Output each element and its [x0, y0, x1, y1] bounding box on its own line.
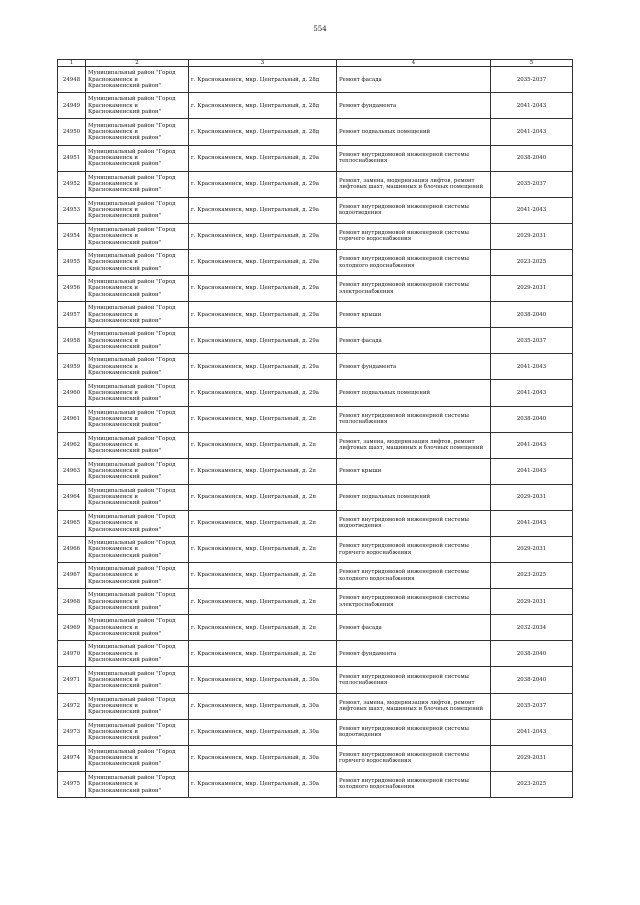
row-number-cell: 24969 — [58, 615, 86, 641]
table-row — [58, 145, 573, 171]
municipality-cell: Муниципальный район "Город Краснокаменск и Краснокаменский район" — [86, 406, 189, 432]
period-cell: 2035-2037 — [491, 328, 573, 354]
row-number-cell: 24971 — [58, 667, 86, 693]
row-number-cell: 24967 — [58, 563, 86, 589]
table-row — [58, 249, 573, 275]
period-cell: 2029-2031 — [491, 745, 573, 771]
row-number-cell: 24966 — [58, 536, 86, 562]
column-number-cell: 5 — [491, 60, 573, 67]
address-cell: г. Краснокаменск, мкр. Центральный, д. 29а — [189, 197, 337, 223]
address-cell: г. Краснокаменск, мкр. Центральный, д. 2п — [189, 615, 337, 641]
work-type-cell: Ремонт внутридомовой инженерной системы холодного водоснабжения — [337, 249, 491, 275]
period-cell: 2041-2043 — [491, 354, 573, 380]
address-cell: г. Краснокаменск, мкр. Центральный, д. 28д — [189, 119, 337, 145]
column-number-cell: 4 — [337, 60, 491, 67]
work-type-cell: Ремонт фундамента — [337, 354, 491, 380]
row-number-cell: 24972 — [58, 693, 86, 719]
row-number-cell: 24973 — [58, 719, 86, 745]
municipality-cell: Муниципальный район "Город Краснокаменск и Краснокаменский район" — [86, 458, 189, 484]
address-cell: г. Краснокаменск, мкр. Центральный, д. 30а — [189, 719, 337, 745]
table-row — [58, 93, 573, 119]
table-row — [58, 563, 573, 589]
work-type-cell: Ремонт подвальных помещений — [337, 484, 491, 510]
work-type-cell: Ремонт, замена, модернизация лифтов, ремонт лифтовых шахт, машинных и блочных помещений — [337, 171, 491, 197]
period-cell: 2035-2037 — [491, 171, 573, 197]
row-number-cell: 24959 — [58, 354, 86, 380]
row-number-cell: 24960 — [58, 380, 86, 406]
work-type-cell: Ремонт, замена, модернизация лифтов, ремонт лифтовых шахт, машинных и блочных помещений — [337, 432, 491, 458]
work-type-cell: Ремонт внутридомовой инженерной системы электроснабжения — [337, 276, 491, 302]
address-cell: г. Краснокаменск, мкр. Центральный, д. 29а — [189, 354, 337, 380]
table-row — [58, 458, 573, 484]
row-number-cell: 24952 — [58, 171, 86, 197]
municipality-cell: Муниципальный район "Город Краснокаменск и Краснокаменский район" — [86, 771, 189, 797]
period-cell: 2038-2040 — [491, 667, 573, 693]
municipality-cell: Муниципальный район "Город Краснокаменск и Краснокаменский район" — [86, 484, 189, 510]
row-number-cell: 24968 — [58, 589, 86, 615]
period-cell: 2041-2043 — [491, 119, 573, 145]
row-number-cell: 24961 — [58, 406, 86, 432]
table-row — [58, 536, 573, 562]
work-type-cell: Ремонт внутридомовой инженерной системы водоотведения — [337, 510, 491, 536]
municipality-cell: Муниципальный район "Город Краснокаменск и Краснокаменский район" — [86, 510, 189, 536]
municipality-cell: Муниципальный район "Город Краснокаменск и Краснокаменский район" — [86, 249, 189, 275]
table-row — [58, 119, 573, 145]
work-type-cell: Ремонт внутридомовой инженерной системы водоотведения — [337, 197, 491, 223]
table-row — [58, 197, 573, 223]
row-number-cell: 24962 — [58, 432, 86, 458]
address-cell: г. Краснокаменск, мкр. Центральный, д. 30а — [189, 745, 337, 771]
address-cell: г. Краснокаменск, мкр. Центральный, д. 2п — [189, 510, 337, 536]
address-cell: г. Краснокаменск, мкр. Центральный, д. 2п — [189, 536, 337, 562]
table-row — [58, 432, 573, 458]
table-row — [58, 171, 573, 197]
period-cell: 2023-2025 — [491, 563, 573, 589]
table-row — [58, 510, 573, 536]
work-type-cell: Ремонт внутридомовой инженерной системы теплоснабжения — [337, 145, 491, 171]
municipality-cell: Муниципальный район "Город Краснокаменск и Краснокаменский район" — [86, 328, 189, 354]
work-type-cell: Ремонт подвальных помещений — [337, 119, 491, 145]
period-cell: 2038-2040 — [491, 406, 573, 432]
period-cell: 2032-2034 — [491, 615, 573, 641]
period-cell: 2038-2040 — [491, 641, 573, 667]
row-number-cell: 24954 — [58, 223, 86, 249]
work-type-cell: Ремонт фундамента — [337, 641, 491, 667]
address-cell: г. Краснокаменск, мкр. Центральный, д. 30а — [189, 693, 337, 719]
work-type-cell: Ремонт подвальных помещений — [337, 380, 491, 406]
work-type-cell: Ремонт фасада — [337, 328, 491, 354]
address-cell: г. Краснокаменск, мкр. Центральный, д. 2п — [189, 641, 337, 667]
work-type-cell: Ремонт внутридомовой инженерной системы теплоснабжения — [337, 406, 491, 432]
municipality-cell: Муниципальный район "Город Краснокаменск и Краснокаменский район" — [86, 667, 189, 693]
work-type-cell: Ремонт внутридомовой инженерной системы горячего водоснабжения — [337, 745, 491, 771]
table-row — [58, 589, 573, 615]
municipality-cell: Муниципальный район "Город Краснокаменск и Краснокаменский район" — [86, 223, 189, 249]
table-row — [58, 276, 573, 302]
period-cell: 2041-2043 — [491, 458, 573, 484]
period-cell: 2041-2043 — [491, 432, 573, 458]
row-number-cell: 24958 — [58, 328, 86, 354]
page-number: 554 — [313, 25, 327, 33]
address-cell: г. Краснокаменск, мкр. Центральный, д. 30а — [189, 667, 337, 693]
municipality-cell: Муниципальный район "Город Краснокаменск и Краснокаменский район" — [86, 302, 189, 328]
registry-table — [57, 59, 573, 798]
address-cell: г. Краснокаменск, мкр. Центральный, д. 2п — [189, 563, 337, 589]
work-type-cell: Ремонт, замена, модернизация лифтов, ремонт лифтовых шахт, машинных и блочных помещений — [337, 693, 491, 719]
table-row — [58, 302, 573, 328]
municipality-cell: Муниципальный район "Город Краснокаменск и Краснокаменский район" — [86, 93, 189, 119]
period-cell: 2041-2043 — [491, 380, 573, 406]
municipality-cell: Муниципальный район "Город Краснокаменск и Краснокаменский район" — [86, 197, 189, 223]
municipality-cell: Муниципальный район "Город Краснокаменск и Краснокаменский район" — [86, 719, 189, 745]
period-cell: 2041-2043 — [491, 197, 573, 223]
table-row — [58, 223, 573, 249]
municipality-cell: Муниципальный район "Город Краснокаменск и Краснокаменский район" — [86, 615, 189, 641]
table-row — [58, 615, 573, 641]
municipality-cell: Муниципальный район "Город Краснокаменск и Краснокаменский район" — [86, 536, 189, 562]
column-number-cell: 2 — [86, 60, 189, 67]
address-cell: г. Краснокаменск, мкр. Центральный, д. 29а — [189, 223, 337, 249]
municipality-cell: Муниципальный район "Город Краснокаменск и Краснокаменский район" — [86, 171, 189, 197]
period-cell: 2023-2025 — [491, 249, 573, 275]
period-cell: 2038-2040 — [491, 145, 573, 171]
address-cell: г. Краснокаменск, мкр. Центральный, д. 2п — [189, 432, 337, 458]
period-cell: 2041-2043 — [491, 510, 573, 536]
column-number-row — [58, 60, 573, 67]
municipality-cell: Муниципальный район "Город Краснокаменск и Краснокаменский район" — [86, 354, 189, 380]
table-row — [58, 745, 573, 771]
row-number-cell: 24964 — [58, 484, 86, 510]
table-row — [58, 380, 573, 406]
period-cell: 2023-2025 — [491, 771, 573, 797]
row-number-cell: 24963 — [58, 458, 86, 484]
address-cell: г. Краснокаменск, мкр. Центральный, д. 29а — [189, 145, 337, 171]
row-number-cell: 24974 — [58, 745, 86, 771]
table-row — [58, 693, 573, 719]
row-number-cell: 24953 — [58, 197, 86, 223]
period-cell: 2035-2037 — [491, 693, 573, 719]
work-type-cell: Ремонт внутридомовой инженерной системы горячего водоснабжения — [337, 536, 491, 562]
table-row — [58, 484, 573, 510]
municipality-cell: Муниципальный район "Город Краснокаменск и Краснокаменский район" — [86, 276, 189, 302]
address-cell: г. Краснокаменск, мкр. Центральный, д. 28д — [189, 67, 337, 93]
table-row — [58, 67, 573, 93]
period-cell: 2038-2040 — [491, 302, 573, 328]
work-type-cell: Ремонт фасада — [337, 615, 491, 641]
table-row — [58, 771, 573, 797]
work-type-cell: Ремонт внутридомовой инженерной системы теплоснабжения — [337, 667, 491, 693]
municipality-cell: Муниципальный район "Город Краснокаменск и Краснокаменский район" — [86, 589, 189, 615]
row-number-cell: 24948 — [58, 67, 86, 93]
period-cell: 2041-2043 — [491, 93, 573, 119]
address-cell: г. Краснокаменск, мкр. Центральный, д. 29а — [189, 171, 337, 197]
period-cell: 2029-2031 — [491, 484, 573, 510]
municipality-cell: Муниципальный район "Город Краснокаменск и Краснокаменский район" — [86, 145, 189, 171]
column-number-cell: 1 — [58, 60, 86, 67]
work-type-cell: Ремонт внутридомовой инженерной системы холодного водоснабжения — [337, 563, 491, 589]
work-type-cell: Ремонт внутридомовой инженерной системы горячего водоснабжения — [337, 223, 491, 249]
period-cell: 2035-2037 — [491, 67, 573, 93]
address-cell: г. Краснокаменск, мкр. Центральный, д. 29а — [189, 302, 337, 328]
municipality-cell: Муниципальный район "Город Краснокаменск и Краснокаменский район" — [86, 119, 189, 145]
row-number-cell: 24949 — [58, 93, 86, 119]
address-cell: г. Краснокаменск, мкр. Центральный, д. 2п — [189, 484, 337, 510]
table-row — [58, 667, 573, 693]
column-number-cell: 3 — [189, 60, 337, 67]
address-cell: г. Краснокаменск, мкр. Центральный, д. 30а — [189, 771, 337, 797]
work-type-cell: Ремонт внутридомовой инженерной системы холодного водоснабжения — [337, 771, 491, 797]
municipality-cell: Муниципальный район "Город Краснокаменск и Краснокаменский район" — [86, 563, 189, 589]
work-type-cell: Ремонт внутридомовой инженерной системы электроснабжения — [337, 589, 491, 615]
address-cell: г. Краснокаменск, мкр. Центральный, д. 2п — [189, 458, 337, 484]
table-row — [58, 406, 573, 432]
period-cell: 2041-2043 — [491, 719, 573, 745]
address-cell: г. Краснокаменск, мкр. Центральный, д. 2п — [189, 406, 337, 432]
work-type-cell: Ремонт внутридомовой инженерной системы водоотведения — [337, 719, 491, 745]
work-type-cell: Ремонт крыши — [337, 458, 491, 484]
work-type-cell: Ремонт крыши — [337, 302, 491, 328]
municipality-cell: Муниципальный район "Город Краснокаменск и Краснокаменский район" — [86, 693, 189, 719]
address-cell: г. Краснокаменск, мкр. Центральный, д. 29а — [189, 249, 337, 275]
table-body — [58, 60, 573, 798]
row-number-cell: 24970 — [58, 641, 86, 667]
municipality-cell: Муниципальный район "Город Краснокаменск и Краснокаменский район" — [86, 641, 189, 667]
address-cell: г. Краснокаменск, мкр. Центральный, д. 2п — [189, 589, 337, 615]
table-row — [58, 328, 573, 354]
row-number-cell: 24950 — [58, 119, 86, 145]
period-cell: 2029-2031 — [491, 536, 573, 562]
row-number-cell: 24975 — [58, 771, 86, 797]
table-row — [58, 641, 573, 667]
municipality-cell: Муниципальный район "Город Краснокаменск и Краснокаменский район" — [86, 745, 189, 771]
period-cell: 2029-2031 — [491, 589, 573, 615]
row-number-cell: 24965 — [58, 510, 86, 536]
work-type-cell: Ремонт фундамента — [337, 93, 491, 119]
table-row — [58, 719, 573, 745]
address-cell: г. Краснокаменск, мкр. Центральный, д. 28д — [189, 93, 337, 119]
row-number-cell: 24955 — [58, 249, 86, 275]
work-type-cell: Ремонт фасада — [337, 67, 491, 93]
row-number-cell: 24956 — [58, 276, 86, 302]
municipality-cell: Муниципальный район "Город Краснокаменск и Краснокаменский район" — [86, 432, 189, 458]
address-cell: г. Краснокаменск, мкр. Центральный, д. 29а — [189, 276, 337, 302]
municipality-cell: Муниципальный район "Город Краснокаменск и Краснокаменский район" — [86, 67, 189, 93]
address-cell: г. Краснокаменск, мкр. Центральный, д. 29а — [189, 380, 337, 406]
municipality-cell: Муниципальный район "Город Краснокаменск и Краснокаменский район" — [86, 380, 189, 406]
period-cell: 2029-2031 — [491, 223, 573, 249]
period-cell: 2029-2031 — [491, 276, 573, 302]
table-row — [58, 354, 573, 380]
row-number-cell: 24951 — [58, 145, 86, 171]
row-number-cell: 24957 — [58, 302, 86, 328]
address-cell: г. Краснокаменск, мкр. Центральный, д. 29а — [189, 328, 337, 354]
